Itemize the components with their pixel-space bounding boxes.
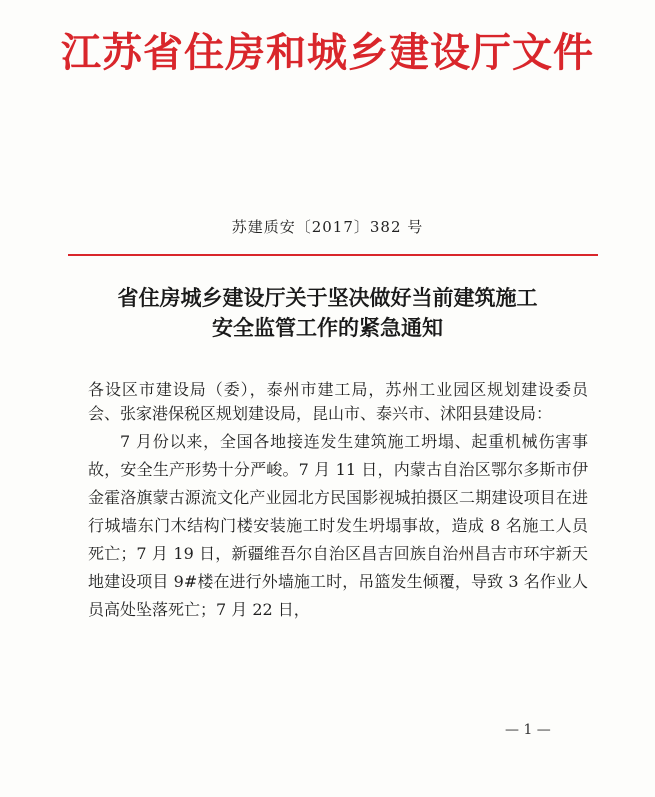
notice-title-line-1: 省住房城乡建设厅关于坚决做好当前建筑施工: [117, 286, 538, 310]
masthead-title: 江苏省住房和城乡建设厅文件: [61, 30, 594, 76]
notice-title-line-2: 安全监管工作的紧急通知: [212, 316, 443, 340]
notice-title: [0, 283, 655, 343]
red-divider-line: [68, 254, 598, 256]
page-number: — 1 —: [505, 722, 551, 738]
notice-body: [88, 378, 588, 624]
document-number: 苏建质安〔2017〕382 号: [231, 218, 424, 236]
addressee-paragraph: 各设区市建设局（委），泰州市建工局，苏州工业园区规划建设委员会、张家港保税区规划建设局，昆山市、泰兴市、沭阳县建设局：: [88, 380, 588, 423]
body-paragraph-1: 7 月份以来，全国各地接连发生建筑施工坍塌、起重机械伤害事故，安全生产形势十分严峻。7 月 11 日，内蒙古自治区鄂尔多斯市伊金霍洛旗蒙古源流文化产业园北方民国影视城拍摄区二期建设项目在进行城墙东门木结构门楼安装施工时发生坍塌事故，造成 8 名施工人员死亡；7 月 19 日，新疆维吾尔自治区昌吉回族自治州昌吉市环宇新天地建设项目 9#楼在进行外墙施工时，吊篮发生倾覆，导致 3 名作业人员高处坠落死亡；7 月 22 日，: [88, 432, 588, 619]
